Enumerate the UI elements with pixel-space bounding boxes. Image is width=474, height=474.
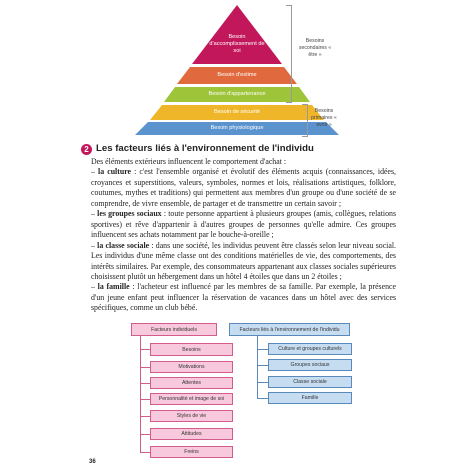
body-text	[91, 157, 396, 314]
right-item-classe-sociale: Classe sociale	[268, 376, 352, 388]
pyramid-label-2: Besoin d'estime	[217, 72, 257, 78]
right-item-culture: Culture et groupes culturels	[268, 343, 352, 355]
pyramid-label-4: Besoin de sécurité	[213, 109, 261, 115]
left-item-attentes: Attentes	[150, 377, 233, 389]
left-item-freins: Freins	[150, 446, 233, 458]
term-groups: les groupes sociaux	[97, 209, 162, 219]
diagram-left-title: Facteurs individuels	[131, 323, 217, 336]
pyramid-label-1: Besoin d'accomplissement de soi	[209, 34, 265, 54]
item-groups: – les groupes sociaux : toute personne appartient à plusieurs groupes (amis, collègues, relations sportives) et rêve d'appartenir à d'autres groupes de personnes qu'elle admire. Ces groupes influencent ses achats notamment par le bouche-à-oreille ;	[91, 209, 397, 240]
connector-right-trunk	[257, 336, 258, 399]
section-number: 2	[81, 144, 92, 155]
term-family: la famille	[97, 282, 130, 292]
left-item-personnalite: Personnalité et image de soi	[150, 393, 233, 405]
section-title: Les facteurs liés à l'environnement de l'individu	[96, 143, 314, 154]
connector-left-trunk	[140, 336, 141, 453]
maslow-pyramid	[0, 0, 474, 140]
left-item-attitudes: Attitudes	[150, 428, 233, 440]
note-primary-needs: Besoins primaires « avoir »	[311, 108, 337, 128]
diagram-right-title: Facteurs liés à l'environnement de l'individu	[229, 323, 350, 336]
pyramid-label-5: Besoin physiologique	[210, 125, 264, 131]
item-family: – la famille : l'acheteur est influencé par les membres de sa famille. Par exemple, la présence d'un jeune enfant peut influencer la réservation de vacances dans un hôtel avec des services spécifiques, comme un club bébé.	[91, 282, 396, 313]
left-item-motivations: Motivations	[150, 361, 233, 373]
item-class: – la classe sociale : dans une société, les individus peuvent être classés selon leur niveau social. Les individus d'une même classe ont des conditions matérielles de vie, des comportements, des intérêts similaires. Par exemple, des consommateurs appartenant aux classes sociales supérieures choisissent plutôt un hébergement dans un hôtel 4 étoiles que dans un 2 étoiles ;	[91, 240, 396, 281]
page-number: 36	[89, 459, 96, 465]
pyramid-label-3: Besoin d'appartenance	[208, 91, 266, 97]
right-item-groupes-sociaux: Groupes sociaux	[268, 359, 352, 371]
term-class: la classe sociale	[97, 240, 150, 250]
intro-paragraph: Des éléments extérieurs influencent le comportement d'achat :	[91, 157, 287, 166]
left-item-styles-de-vie: Styles de vie	[150, 410, 233, 422]
left-item-besoins: Besoins	[150, 343, 233, 356]
right-item-famille: Famille	[268, 392, 352, 404]
item-culture: – la culture : c'est l'ensemble organisé et évolutif des éléments acquis (connaissances, idées, croyances et superstitions, valeurs, symboles, normes et lois, réalisations artistiques, folklore, coutumes, mythes et traditions) qui permettent aux membres d'un groupe ou d'une société de se comprendre, de vivre ensemble, de partager et de transmettre un certain savoir ;	[91, 167, 396, 208]
note-secondary-needs: Besoins secondaires « être »	[298, 38, 332, 58]
brace-secondary	[286, 5, 292, 103]
term-culture: la culture	[98, 167, 132, 177]
